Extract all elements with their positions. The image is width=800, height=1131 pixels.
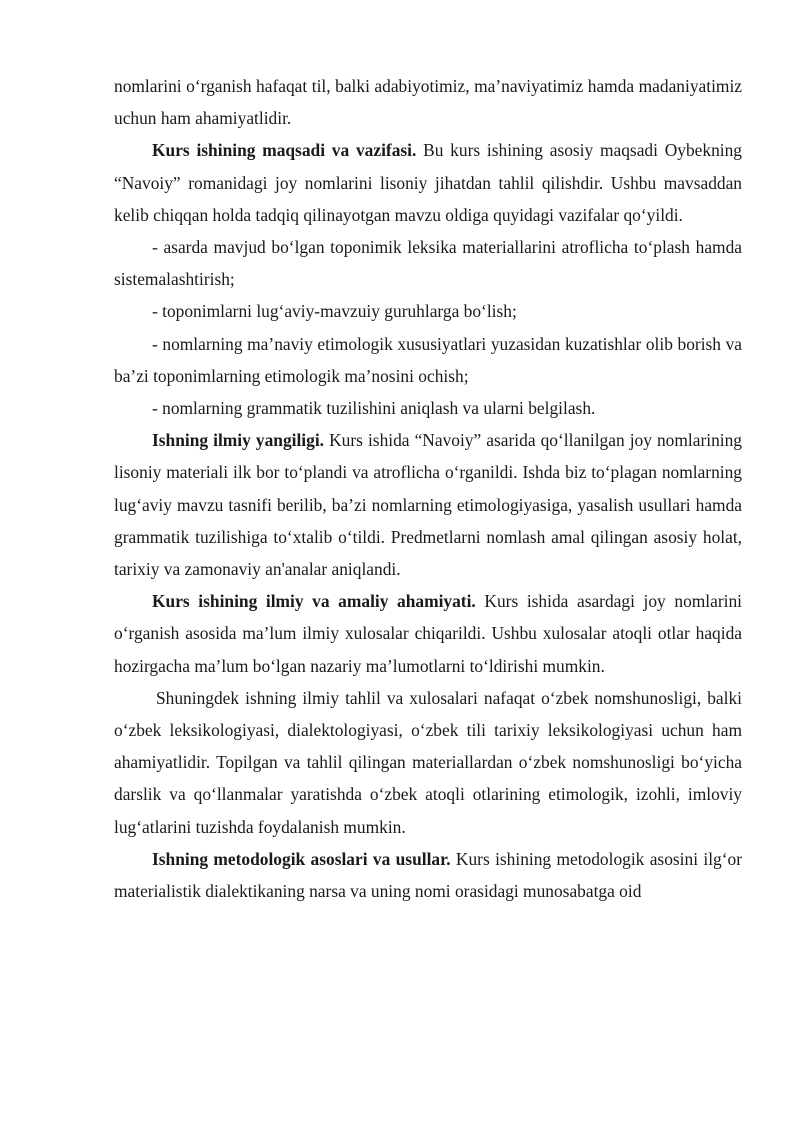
additional-paragraph: Shuningdek ishning ilmiy tahlil va xulosalari nafaqat o‘zbek nomshunosligi, balki o‘zbek leksikologiyasi, dialektologiyasi, o‘zbek tili tarixiy leksikologiyasi uchun ham ahamiyatlidir. Topilgan va tahlil qilingan materiallardan o‘zbek nomshunosligi bo‘yicha darslik va qo‘llanmalar yaratishda o‘zbek atoqli otlarining etimologik, izohli, imloviy lug‘atlarini tuzishda foydalanish mumkin. bbox=[114, 687, 742, 837]
methodology-heading: Ishning metodologik asoslari va usullar. bbox=[152, 848, 451, 869]
methodology-paragraph bbox=[114, 843, 742, 907]
intro-paragraph: nomlarini o‘rganish hafaqat til, balki adabiyotimiz, ma’naviyatimiz hamda madaniyatimiz uchun ham ahamiyatlidir. bbox=[114, 76, 742, 129]
significance-paragraph bbox=[114, 585, 742, 682]
task-item-1: - asarda mavjud bo‘lgan toponimik leksika materiallarini atroflicha to‘plash hamda sistemalashtirish; bbox=[114, 237, 742, 290]
significance-text: Kurs ishida asardagi joy nomlarini o‘rganish asosida ma’lum ilmiy xulosalar chiqarildi. Ushbu xulosalar atoqli otlar haqida hozirgacha ma’lum bo‘lgan nazariy ma’lumotlarni to‘ldirishi mumkin. bbox=[114, 591, 742, 676]
novelty-text: Kurs ishida “Navoiy” asarida qo‘llanilgan joy nomlarining lisoniy materiali ilk bor to‘plandi va atroflicha o‘rganildi. Ishda biz to‘plagan nomlarning lug‘aviy mavzu tasnifi berilib, ba’zi nomlarning etimologiyasiga, yasalish usullari hamda grammatik tuzilishiga to‘xtalib o‘tildi. Predmetlarni nomlash amal qilingan asosiy holat, tarixiy va zamonaviy an'analar aniqlandi. bbox=[114, 430, 743, 580]
goals-heading: Kurs ishining maqsadi va vazifasi. bbox=[152, 140, 417, 161]
significance-heading: Kurs ishining ilmiy va amaliy ahamiyati. bbox=[152, 591, 476, 612]
novelty-paragraph bbox=[114, 424, 742, 585]
goals-paragraph bbox=[114, 134, 742, 231]
task-item-2: - toponimlarni lug‘aviy-mavzuiy guruhlarga bo‘lish; bbox=[152, 301, 517, 322]
document-page bbox=[114, 70, 742, 907]
methodology-text: Kurs ishining metodologik asosini ilg‘or materialistik dialektikaning narsa va uning nomi orasidagi munosabatga oid bbox=[114, 848, 743, 902]
task-item-3: - nomlarning ma’naviy etimologik xususiyatlari yuzasidan kuzatishlar olib borish va ba’zi toponimlarning etimologik ma’nosini ochish; bbox=[114, 333, 742, 386]
task-item-4: - nomlarning grammatik tuzilishini aniqlash va ularni belgilash. bbox=[152, 398, 596, 419]
goals-text: Bu kurs ishining asosiy maqsadi Oybekning “Navoiy” romanidagi joy nomlarini lisoniy jihatdan tahlil qilishdir. Ushbu mavsaddan kelib chiqqan holda tadqiq qilinayotgan mavzu oldiga quyidagi vazifalar qo‘yildi. bbox=[114, 140, 742, 225]
novelty-heading: Ishning ilmiy yangiligi. bbox=[152, 430, 325, 451]
